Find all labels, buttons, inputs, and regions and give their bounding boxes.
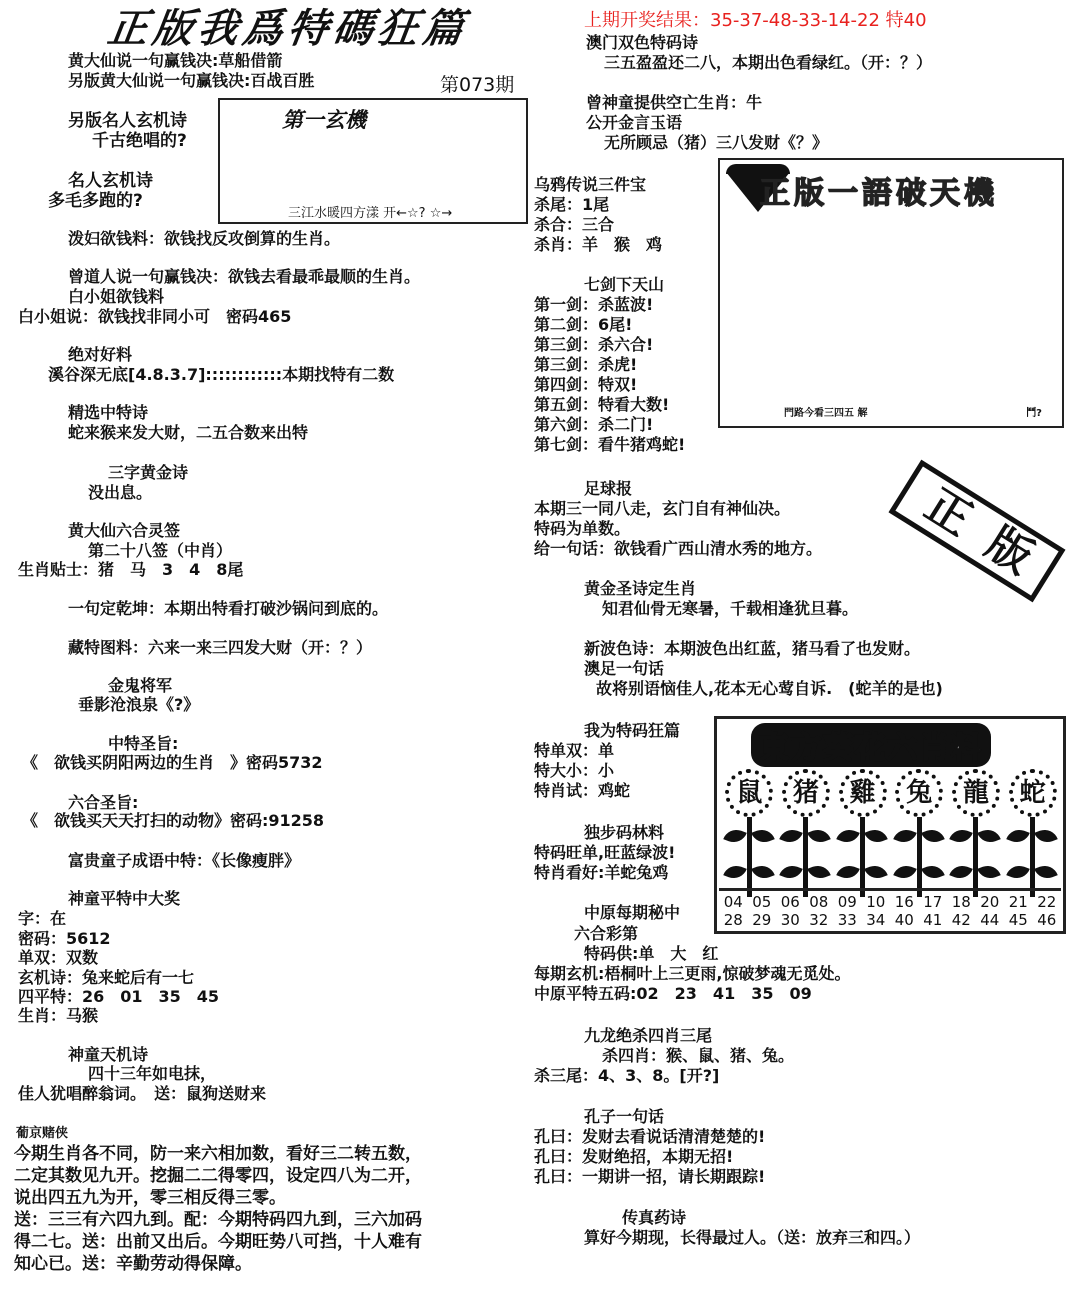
number-cell: 32: [809, 911, 829, 929]
wuya-line: 杀肖：羊 猴 鸡: [534, 235, 663, 254]
stem-icon: [917, 817, 922, 897]
qijian-line: 第五剑：特看大数!: [534, 395, 670, 414]
number-cell: 33: [837, 911, 857, 929]
tianji-line-1: 四十三年如电抹，: [88, 1064, 217, 1083]
lingqian-title: 黄大仙六合灵签: [68, 521, 181, 540]
chuanzhen-title: 传真药诗: [622, 1208, 687, 1227]
wowei-title: 我为特码狂篇: [584, 721, 681, 740]
cangte-text: 藏特图料：六来一来三四发大财（开：？）: [68, 638, 373, 657]
aomen-title: 澳门双色特码诗: [586, 33, 699, 52]
wuya-line: 杀合：三合: [534, 215, 615, 234]
zeng-shentong: 曾神童提供空亡生肖：牛: [586, 93, 763, 112]
pujing-line: 今期生肖各不同，防一来六相加数，看好三二转五数，: [14, 1144, 422, 1164]
jiulong-line: 杀四肖：猴、鼠、猪、兔。: [602, 1046, 795, 1065]
juedui-title: 绝对好料: [68, 345, 133, 364]
zodiac-char: 兔: [895, 769, 943, 817]
zhongyuan-line: 中原平特五码:02 23 41 35 09: [534, 984, 812, 1003]
qijian-line: 第六剑：杀二门!: [534, 415, 654, 434]
zodiac-char: 猪: [782, 769, 830, 817]
qijian-line: 第七剑：看牛猪鸡蛇!: [534, 435, 686, 454]
sunflower: [780, 769, 832, 895]
jiulong-line: 杀三尾：4、3、8。[开?]: [534, 1066, 720, 1085]
dubu-line: 特码旺单,旺蓝绿波!: [534, 843, 676, 862]
first-mystery-text: 三江水暖四方漾 开←☆? ☆→: [288, 206, 453, 221]
zodiac-char: 雞: [839, 769, 887, 817]
wuya-title: 乌鸦传说三件宝: [534, 175, 647, 194]
number-cell: 45: [1008, 911, 1028, 929]
sanzi-text: 没出息。: [88, 483, 153, 502]
zhongte-text: 《 欲钱买阴阳两边的生肖 》密码5732: [22, 753, 323, 772]
number-cell: 41: [923, 911, 943, 929]
gongkai-title: 公开金言玉语: [586, 113, 683, 132]
gongkai-text: 无所顾忌（猪）三八发财《？》: [604, 133, 829, 152]
juedui-text: 溪谷深无底[4.8.3.7]::::::::::::本期找特有二数: [48, 365, 395, 384]
zodiac-char: 龍: [952, 769, 1000, 817]
qijian-line: 第二剑：6尾!: [534, 315, 633, 334]
zuqiu-line: 本期三一同八走，玄门自有神仙决。: [534, 499, 791, 518]
shentong-line: 生肖：马猴: [18, 1006, 99, 1025]
tianji-foot-left: 門路今看三四五 解: [784, 408, 868, 419]
zodiac-char: 鼠: [725, 769, 773, 817]
zhongte-title: 中特圣旨:: [108, 734, 179, 753]
first-mystery-box: [218, 98, 528, 224]
liuhe-title: 六合圣旨:: [68, 793, 139, 812]
sunflower: [723, 769, 775, 895]
zuqiu-title: 足球报: [584, 479, 633, 498]
qijian-line: 第一剑：杀蓝波!: [534, 295, 654, 314]
xinbo-text: 新波色诗：本期波色出红蓝，猪马看了也发财。: [584, 639, 921, 658]
shentong-line: 四平特：26 01 35 45: [18, 987, 220, 1006]
zuqiu-line: 特码为单数。: [534, 519, 631, 538]
tianji-foot-right: 鬥?: [1026, 408, 1042, 419]
number-row: [719, 893, 1061, 911]
last-result: 上期开奖结果：35-37-48-33-14-22 特40: [584, 10, 927, 31]
zhongyuan-line: 每期玄机:梧桐叶上三更雨,惊破梦魂无觅处。: [534, 964, 851, 983]
wowei-line: 特大小：小: [534, 761, 615, 780]
number-cell: 34: [866, 911, 886, 929]
pujing-line: 得二七。送：出前又出后。今期旺势八可挡，十人难有: [14, 1232, 422, 1252]
shentong-line: 密码：5612: [18, 929, 111, 948]
pujing-line: 知心已。送：辛勤劳动得保障。: [14, 1254, 252, 1274]
number-cell: 09: [837, 893, 857, 911]
qijian-line: 第三剑：杀六合!: [534, 335, 654, 354]
zhongyuan-title-2: 六合彩第: [574, 924, 639, 943]
zhongyuan-title-1: 中原每期秘中: [584, 903, 681, 922]
pujing-line: 二定其数见九开。挖掘二二得零四，设定四八为二开，: [14, 1166, 422, 1186]
number-cell: 46: [1037, 911, 1057, 929]
genuine-stamp: 正版: [888, 460, 1065, 603]
liuhe-text: 《 欲钱买天天打扫的动物》密码:91258: [22, 811, 325, 830]
number-cell: 22: [1037, 893, 1057, 911]
pofu-text: 泼妇欲钱料：欲钱找反攻倒算的生肖。: [68, 229, 341, 248]
huang-line-2: 另版黄大仙说一句赢钱决:百战百胜: [68, 71, 315, 90]
zuqiu-line: 给一句话：欲钱看广西山清水秀的地方。: [534, 539, 823, 558]
bai-text: 白小姐说：欲钱找非同小可 密码465: [18, 307, 292, 326]
number-cell: 18: [951, 893, 971, 911]
number-cell: 06: [780, 893, 800, 911]
yiju-text: 一句定乾坤：本期出特看打破沙锅问到底的。: [68, 599, 389, 618]
stem-icon: [803, 817, 808, 897]
sunflower: [837, 769, 889, 895]
tianji-box: [718, 158, 1064, 428]
stem-icon: [973, 817, 978, 897]
lingqian-sub: 第二十八签（中肖）: [88, 541, 233, 560]
kongzi-title: 孔子一句话: [584, 1107, 665, 1126]
pujing-line: 说出四五九为开，零三相反得三零。: [14, 1188, 286, 1208]
number-cell: 42: [951, 911, 971, 929]
mingren-alt-title: 另版名人玄机诗: [68, 111, 187, 131]
shentong-title: 神童平特中大奖: [68, 889, 181, 908]
sanzi-title: 三字黄金诗: [108, 463, 189, 482]
number-cell: 20: [980, 893, 1000, 911]
shentong-line: 玄机诗：兔来蛇后有一七: [18, 968, 195, 987]
huangjin-title: 黄金圣诗定生肖: [584, 579, 697, 598]
pujing-line: 送：三三有六四九到。配：今期特码四九到，三六加码: [14, 1210, 422, 1230]
mingren-title: 名人玄机诗: [68, 171, 153, 191]
first-mystery-title: 第一玄機: [282, 108, 366, 132]
qijian-title: 七剑下天山: [584, 275, 665, 294]
dubu-line: 特肖看好:羊蛇兔鸡: [534, 863, 669, 882]
aozu-text: 故将别语恼佳人,花本无心莺自诉. (蛇羊的是也): [596, 679, 943, 698]
fugui-text: 富贵童子成语中特：《长像瘦胖》: [68, 851, 301, 870]
jingui-text: 垂影沧浪泉《?》: [78, 695, 200, 714]
huang-line-1: 黄大仙说一句赢钱决:草船借箭: [68, 51, 283, 70]
mingren-text: 多毛多跑的?: [48, 191, 143, 211]
number-cell: 16: [894, 893, 914, 911]
number-grid: [719, 888, 1061, 929]
lingqian-tip: 生肖贴士：猪 马 3 4 8尾: [18, 560, 244, 579]
jingxuan-title: 精选中特诗: [68, 403, 149, 422]
zeng-text: 曾道人说一句赢钱决：欲钱去看最乖最顺的生肖。: [68, 267, 421, 286]
sunflower-title: 東方葵花六肖料: [751, 723, 991, 767]
kongzi-line: 孔曰：发财绝招，本期无招!: [534, 1147, 734, 1166]
jingui-title: 金鬼将军: [108, 676, 173, 695]
tianji-title: 正版一語破天機: [760, 176, 998, 211]
shentong-line: 字：在: [18, 909, 67, 928]
tianji-line-2: 佳人犹唱醉翁词。 送：鼠狗送财来: [18, 1084, 267, 1103]
page-title: 正版我爲特碼狂篇: [104, 6, 472, 52]
bai-title: 白小姐欲钱料: [68, 287, 165, 306]
number-row: [719, 911, 1061, 929]
zodiac-char: 蛇: [1009, 769, 1057, 817]
number-cell: 29: [752, 911, 772, 929]
sunflower: [893, 769, 945, 895]
number-cell: 30: [780, 911, 800, 929]
tianji-title: 神童天机诗: [68, 1045, 149, 1064]
issue-number: 第073期: [440, 74, 515, 96]
sunflower-box: [714, 716, 1066, 934]
kongzi-line: 孔曰：发财去看说话清清楚楚的!: [534, 1127, 766, 1146]
sunflower: [950, 769, 1002, 895]
wowei-line: 特肖试：鸡蛇: [534, 781, 631, 800]
aomen-text: 三五盈盈还二八，本期出色看绿红。（开：？）: [604, 53, 933, 72]
number-cell: 04: [723, 893, 743, 911]
qijian-line: 第三剑：杀虎!: [534, 355, 638, 374]
number-cell: 05: [752, 893, 772, 911]
kongzi-line: 孔曰：一期讲一招，请长期跟踪!: [534, 1167, 766, 1186]
sunflower-row: [721, 769, 1061, 895]
jingxuan-text: 蛇来猴来发大财，二五合数来出特: [68, 423, 309, 442]
dubu-title: 独步码林料: [584, 823, 665, 842]
number-cell: 17: [923, 893, 943, 911]
number-cell: 40: [894, 911, 914, 929]
chuanzhen-text: 算好今期现，长得最过人。（送：放弃三和四。）: [584, 1228, 921, 1247]
pujing-title: 葡京赌侠: [16, 1126, 69, 1141]
stem-icon: [860, 817, 865, 897]
zhongyuan-line: 特码供:单 大 红: [584, 944, 719, 963]
stem-icon: [747, 817, 752, 897]
aozu-title: 澳足一句话: [584, 659, 665, 678]
huangjin-text: 知君仙骨无寒暑，千载相逢犹旦暮。: [602, 599, 859, 618]
stem-icon: [1030, 817, 1035, 897]
qijian-line: 第四剑：特双!: [534, 375, 638, 394]
shentong-line: 单双：双数: [18, 948, 99, 967]
wowei-line: 特单双：单: [534, 741, 615, 760]
number-cell: 28: [723, 911, 743, 929]
wuya-line: 杀尾：1尾: [534, 195, 610, 214]
number-cell: 10: [866, 893, 886, 911]
jiulong-title: 九龙绝杀四肖三尾: [584, 1026, 713, 1045]
mingren-alt-text: 千古绝唱的?: [92, 131, 187, 151]
number-cell: 21: [1008, 893, 1028, 911]
number-cell: 44: [980, 911, 1000, 929]
sunflower: [1007, 769, 1059, 895]
number-cell: 08: [809, 893, 829, 911]
